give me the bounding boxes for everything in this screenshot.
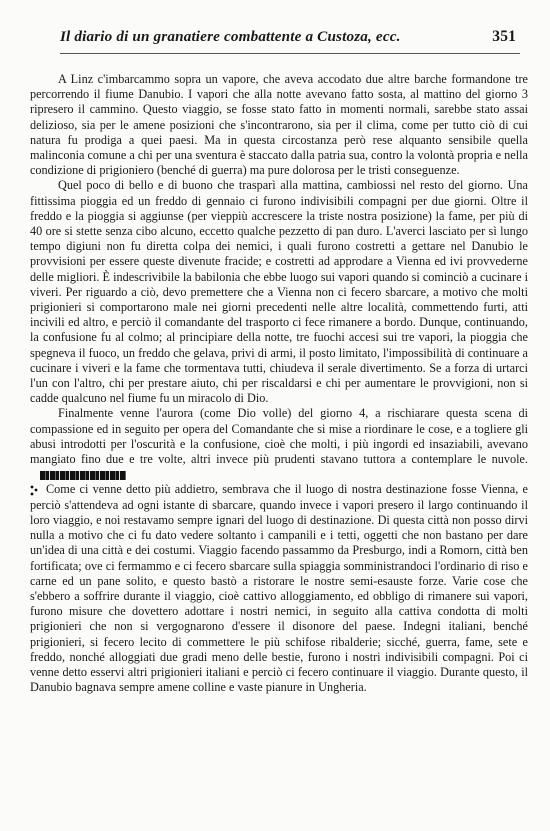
margin-marker-icon	[30, 485, 38, 496]
header-rule	[60, 53, 520, 54]
paragraph-vienna-text: Come ci venne detto più addietro, sembrava che il luogo di nostra destinazione fosse Vienna, e perciò s'attendeva ad ogni istante di sbarcare, quando invece i vapori presero il largo continuando il loro viaggio, e noi restavamo sempre ignari del luogo di destinazione. Di questa città non posso dirvi nulla a motivo che ci fu dato vedere soltanto i campanili e i tetti, oggetti che non bastano per dare un'idea di una città e dei costumi. Viaggio facendo passammo da Presburgo, indi a Romorn, città ben fortificata; ove ci fermammo e ci fecero sbarcare sulla spiaggia somministrandoci l'ordinario di riso e carne ed un pane solito, e questo bastò a ristorare le nostre semi-esauste forze. Varie cose che s'ebbero a soffrire durante il viaggio, cioè cattivo alloggiamento, ed obbligo di rimanere sui vapori, furono misure che dovettero adottare i nostri nemici, in seguito alla cattiva condotta di molti prigionieri che non si vergognarono d'essere il disonore del paese. Indegni italiani, benché prigionieri, si fecero lecito di commettere le più schifose ribalderie; sicché, guerra, fame, sete e freddo, nonché alloggiati due gradi meno delle bestie, furono i nostri indivisibili compagni. Poi ci venne detto esservi altri prigionieri italiani e perciò ci fecero continuare il viaggio. Durante questo, il Danubio bagnava sempre amene colline e vaste pianure in Ungheria.	[30, 482, 528, 695]
page-number: 351	[492, 28, 516, 45]
paragraph-linz: A Linz c'imbarcammo sopra un vapore, che aveva accodato due altre barche formandone tre percorrendo il fiume Danubio. I vapori che alla notte avevano fatto sosta, al mattino del giorno 3 ripresero il cammino. Questo viaggio, se fosse stato fatto in momenti normali, sarebbe stato assai delizioso, sia per le amene posizioni che s'incontrarono, sia per il clima, come per tutto ciò di cui natura fu prodiga a quei paesi. Ma in questa circostanza però rese alquanto sensibile quella malinconia comune a chi per una sventura è staccato dalla patria sua, contro la volontà propria e nella condizione di prigioniero (benché di guerra) ma pure dolorosa per le tristi conseguenze.	[30, 72, 528, 178]
paragraph-pioggia: Quel poco di bello e di buono che trasparì alla mattina, cambiossi nel resto del giorno. Una fittissima pioggia ed un freddo di gennaio ci furono indivisibili compagni per due giorni. Oltre il freddo e la pioggia si aggiunse (per vieppiù accrescere la triste nostra posizione) la fame, per più di 40 ore si stette senza cibo alcuno, eccetto qualche pezzetto di pan duro. L'averci lasciato per sì lungo tempo digiuni non fu diretta colpa dei nemici, i quali furono costretti a gettare nel Danubio le provvisioni per essere queste divenute fracide; e costretti ad approdare a Vienna ed ivi provvederne delle migliori. È indescrivibile la babilonia che ebbe luogo sui vapori quando si cominciò a cucinare i viveri. Per riguardo a ciò, devo premettere che a Vienna non ci fecero sbarcare, a motivo che molti prigionieri si comportarono male nei giorni precedenti nelle altre località, commettendo furti, atti incivili ed altro, e perciò il comandante del trasporto ci fece rimanere a bordo. Dunque, continuando, la confusione fu al colmo; al principiare della notte, tre fuochi accesi sui tre vapori, la pioggia che spegneva il fuoco, un freddo che gelava, privi di armi, il posto limitato, l'impossibilità di continuare a cucinare i viveri e la fame che tormentava tutti, chiudeva il serale divertimento. Se a forza di urtarci l'un con l'altro, chi per prestare aiuto, chi per riscaldarsi e chi per aumentare le provvigioni, non si cadde qualcuno nel fiume fu un miracolo di Dio.	[30, 178, 528, 406]
redaction-mark	[40, 471, 126, 480]
paragraph-vienna	[30, 482, 528, 695]
running-header	[60, 28, 516, 52]
body-text	[30, 72, 528, 695]
paragraph-aurora	[30, 406, 528, 482]
running-title: Il diario di un granatiere combattente a Custoza, ecc.	[60, 28, 401, 45]
paragraph-aurora-text: Finalmente venne l'aurora (come Dio volle) del giorno 4, a rischiarare questa scena di compassione ed in seguito per opera del Comandante che si mise a riordinare le cose, e a togliere gli abusi introdotti per l'oscurità e la confusione, cioè che molti, i più ingordi ed insaziabili, avevano mangiato fino due e tre volte, altri invece più prudenti stavano tuttora a contemplare le nuvole.	[30, 406, 528, 467]
